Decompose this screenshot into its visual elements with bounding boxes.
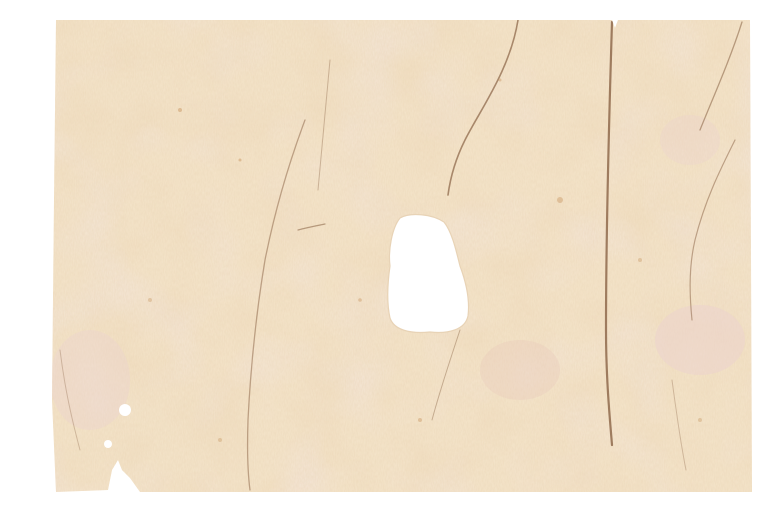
pink-patch <box>655 305 745 375</box>
small-hole <box>119 404 131 416</box>
pink-patch <box>660 115 720 165</box>
small-hole <box>104 440 112 448</box>
pink-patch <box>50 330 130 430</box>
pink-patch <box>480 340 560 400</box>
